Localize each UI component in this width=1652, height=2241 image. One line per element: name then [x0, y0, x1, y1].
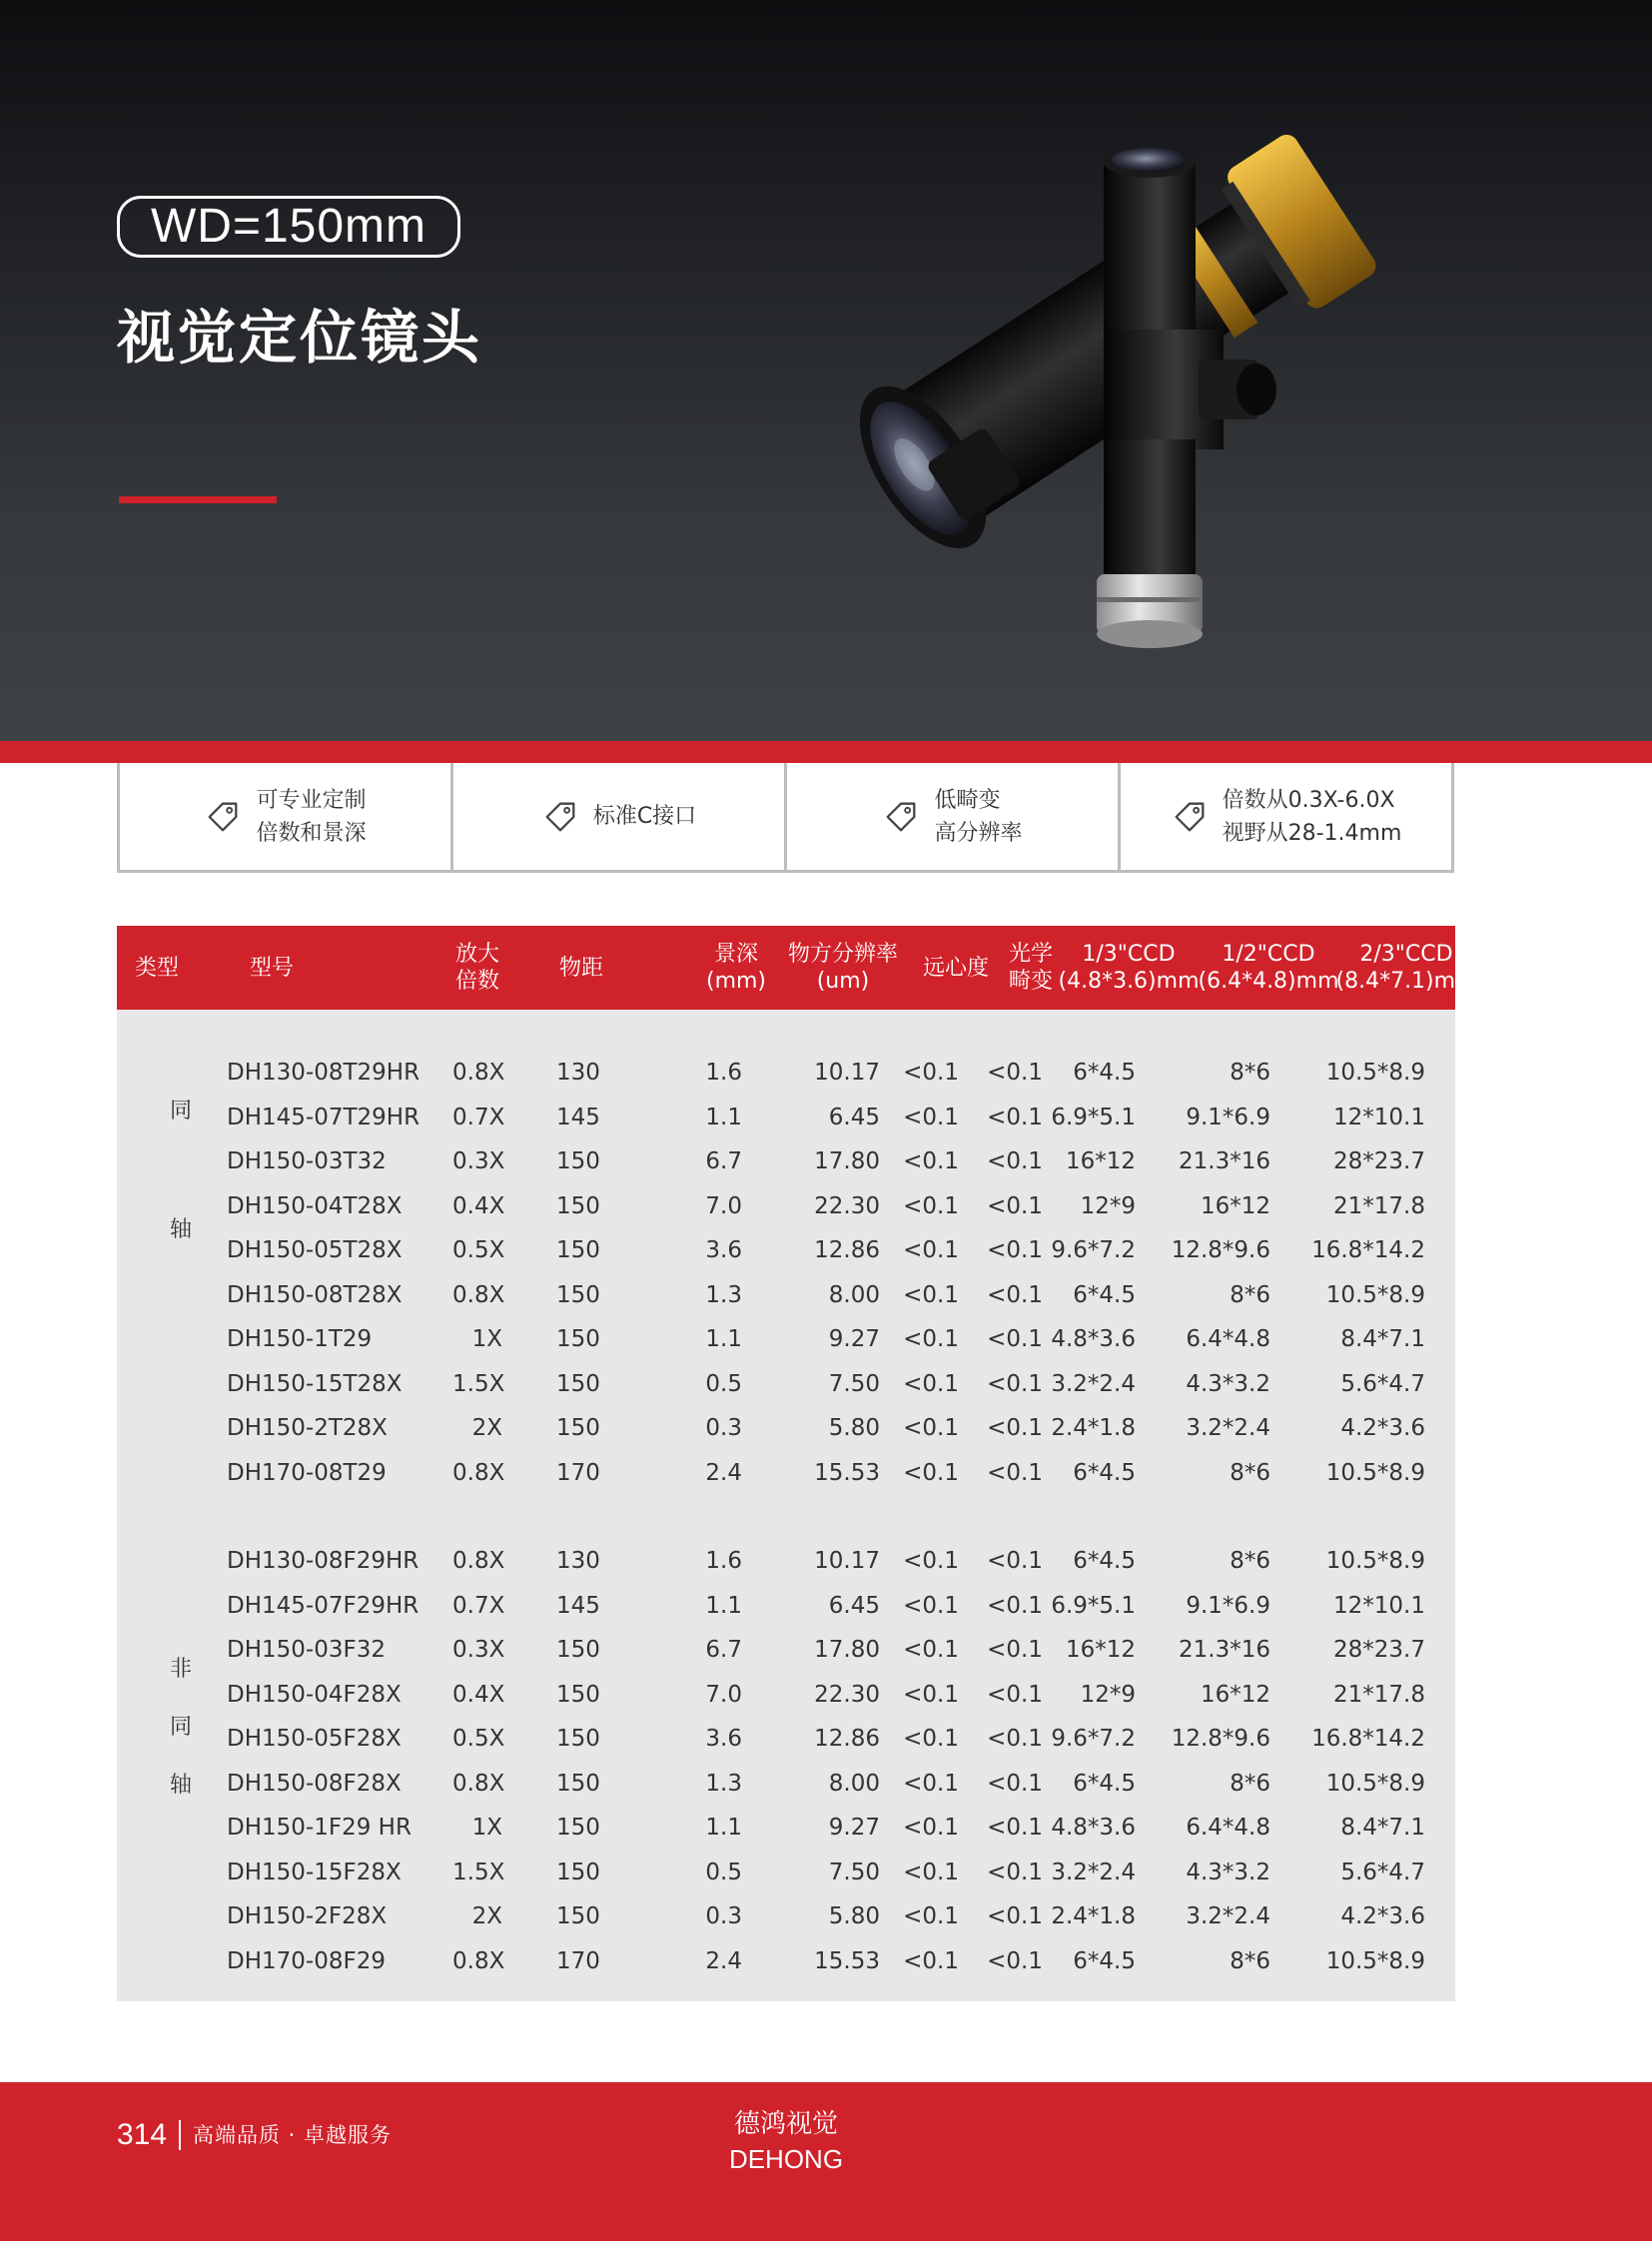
cell-ccd-1-2: 21.3*16	[1179, 1637, 1270, 1663]
cell-telecentricity: <0.1	[903, 1104, 959, 1130]
table-row	[117, 1362, 1455, 1406]
feature-line: 标准C接口	[592, 804, 697, 829]
cell-resolution: 5.80	[828, 1903, 880, 1929]
cell-ccd-2-3: 5.6*4.7	[1340, 1370, 1425, 1397]
cell-magnification: 0.8X	[452, 1281, 505, 1308]
cell-ccd-1-3: 4.8*3.6	[1051, 1326, 1136, 1352]
cell-telecentricity: <0.1	[903, 1548, 959, 1574]
column-header-line: 倍数	[454, 969, 499, 994]
cell-ccd-1-3: 16*12	[1065, 1637, 1136, 1663]
column-header-line: 类型	[134, 955, 179, 981]
cell-ccd-1-2: 8*6	[1230, 1281, 1270, 1308]
cell-resolution: 22.30	[814, 1192, 880, 1219]
cell-ccd-2-3: 16.8*14.2	[1311, 1726, 1425, 1752]
cell-object-distance: 150	[556, 1815, 600, 1841]
column-header-dis	[996, 926, 1066, 1010]
feature-line: 视野从28-1.4mm	[1222, 820, 1402, 846]
cell-object-distance: 150	[556, 1681, 600, 1708]
cell-ccd-1-2: 21.3*16	[1179, 1148, 1270, 1174]
cell-distortion: <0.1	[987, 1459, 1043, 1486]
table-row	[117, 1451, 1455, 1495]
cell-depth-of-field: 3.6	[705, 1726, 742, 1752]
column-header-dof	[696, 926, 776, 1010]
tag-icon	[204, 798, 242, 836]
group-label-char: 同	[169, 1715, 192, 1740]
page-footer	[0, 2082, 1652, 2241]
cell-depth-of-field: 0.3	[705, 1415, 742, 1441]
cell-ccd-1-2: 16*12	[1200, 1192, 1270, 1219]
cell-telecentricity: <0.1	[903, 1237, 959, 1263]
cell-object-distance: 170	[556, 1947, 600, 1974]
cell-distortion: <0.1	[987, 1859, 1043, 1885]
cell-resolution: 6.45	[828, 1592, 880, 1619]
cell-magnification: 1.5X	[452, 1370, 505, 1397]
cell-depth-of-field: 1.3	[705, 1770, 742, 1797]
cell-model: DH150-04F28X	[227, 1681, 402, 1708]
cell-ccd-2-3: 28*23.7	[1333, 1148, 1425, 1174]
cell-model: DH150-04T28X	[227, 1192, 403, 1219]
cell-resolution: 9.27	[828, 1815, 880, 1841]
column-header-line: 1/2"CCD	[1222, 942, 1315, 967]
tag-icon	[882, 798, 920, 836]
table-row	[117, 1184, 1455, 1228]
table-row	[117, 1939, 1455, 1983]
cell-object-distance: 150	[556, 1192, 600, 1219]
cell-magnification: 1X	[471, 1326, 502, 1352]
cell-object-distance: 145	[556, 1592, 600, 1619]
cell-depth-of-field: 1.6	[705, 1548, 742, 1574]
cell-depth-of-field: 1.1	[705, 1326, 742, 1352]
feature-line: 低畸变	[934, 787, 1001, 813]
table-row	[117, 1096, 1455, 1139]
cell-magnification: 1.5X	[452, 1859, 505, 1885]
cell-ccd-2-3: 21*17.8	[1333, 1192, 1425, 1219]
feature-text	[1223, 784, 1402, 850]
feature-custom	[120, 763, 453, 870]
cell-telecentricity: <0.1	[903, 1281, 959, 1308]
cell-telecentricity: <0.1	[903, 1726, 959, 1752]
cell-resolution: 17.80	[814, 1148, 880, 1174]
column-header-model	[217, 926, 327, 1010]
cell-telecentricity: <0.1	[903, 1326, 959, 1352]
cell-distortion: <0.1	[987, 1815, 1043, 1841]
column-header-line: (8.4*7.1)mm	[1335, 969, 1477, 994]
column-header-ccd1	[1059, 926, 1199, 1010]
cell-depth-of-field: 1.6	[705, 1060, 742, 1086]
cell-ccd-1-3: 3.2*2.4	[1051, 1859, 1136, 1885]
column-header-line: 畸变	[1008, 969, 1053, 994]
table-row	[117, 1051, 1455, 1095]
cell-magnification: 0.5X	[452, 1237, 505, 1263]
cell-object-distance: 150	[556, 1415, 600, 1441]
cell-model: DH130-08T29HR	[227, 1060, 420, 1086]
cell-ccd-1-2: 8*6	[1230, 1459, 1270, 1486]
table-row	[117, 1894, 1455, 1938]
cell-depth-of-field: 1.3	[705, 1281, 742, 1308]
cell-telecentricity: <0.1	[903, 1592, 959, 1619]
cell-ccd-1-2: 4.3*3.2	[1186, 1370, 1270, 1397]
cell-magnification: 0.7X	[452, 1104, 505, 1130]
cell-magnification: 0.8X	[452, 1947, 505, 1974]
cell-magnification: 0.4X	[452, 1681, 505, 1708]
footer-slogan: 高端品质 · 卓越服务	[193, 2123, 393, 2147]
cell-model: DH150-2T28X	[227, 1415, 388, 1441]
cell-magnification: 0.3X	[452, 1148, 505, 1174]
table-row	[117, 1273, 1455, 1317]
cell-resolution: 9.27	[828, 1326, 880, 1352]
column-header-ccd2	[1199, 926, 1338, 1010]
cell-ccd-1-3: 16*12	[1065, 1148, 1136, 1174]
cell-depth-of-field: 2.4	[705, 1459, 742, 1486]
title-accent-bar	[119, 496, 277, 503]
cell-model: DH170-08F29	[227, 1947, 386, 1974]
lens-product-image	[779, 110, 1478, 669]
cell-ccd-1-3: 3.2*2.4	[1051, 1370, 1136, 1397]
cell-ccd-1-3: 12*9	[1080, 1681, 1136, 1708]
cell-ccd-1-2: 6.4*4.8	[1186, 1815, 1270, 1841]
cell-resolution: 10.17	[814, 1060, 880, 1086]
cell-distortion: <0.1	[987, 1326, 1043, 1352]
brand-name-cn: 德鸿视觉	[733, 2109, 838, 2139]
cell-model: DH150-15T28X	[227, 1370, 403, 1397]
feature-line: 倍数和景深	[256, 820, 367, 846]
column-header-line: (mm)	[705, 969, 767, 994]
cell-telecentricity: <0.1	[903, 1681, 959, 1708]
cell-depth-of-field: 2.4	[705, 1947, 742, 1974]
cell-ccd-1-3: 6*4.5	[1073, 1281, 1136, 1308]
cell-ccd-1-3: 9.6*7.2	[1051, 1726, 1136, 1752]
cell-ccd-1-3: 6*4.5	[1073, 1770, 1136, 1797]
feature-line: 倍数从0.3X-6.0X	[1222, 787, 1395, 813]
cell-depth-of-field: 0.3	[705, 1903, 742, 1929]
column-header-line: (um)	[816, 969, 870, 994]
group-label-char: 同	[169, 1099, 192, 1123]
cell-resolution: 17.80	[814, 1637, 880, 1663]
cell-object-distance: 150	[556, 1237, 600, 1263]
cell-depth-of-field: 6.7	[705, 1148, 742, 1174]
cell-telecentricity: <0.1	[903, 1459, 959, 1486]
cell-object-distance: 150	[556, 1637, 600, 1663]
cell-ccd-2-3: 12*10.1	[1333, 1104, 1425, 1130]
cell-magnification: 2X	[471, 1903, 502, 1929]
cell-resolution: 7.50	[828, 1859, 880, 1885]
cell-ccd-2-3: 4.2*3.6	[1340, 1903, 1425, 1929]
table-row	[117, 1228, 1455, 1272]
cell-ccd-1-2: 9.1*6.9	[1186, 1592, 1270, 1619]
cell-object-distance: 150	[556, 1859, 600, 1885]
cell-resolution: 12.86	[814, 1726, 880, 1752]
cell-magnification: 0.8X	[452, 1770, 505, 1797]
cell-distortion: <0.1	[987, 1726, 1043, 1752]
feature-text	[256, 784, 366, 850]
cell-depth-of-field: 0.5	[705, 1370, 742, 1397]
cell-magnification: 2X	[471, 1415, 502, 1441]
cell-depth-of-field: 1.1	[705, 1104, 742, 1130]
cell-ccd-1-2: 6.4*4.8	[1186, 1326, 1270, 1352]
cell-ccd-1-2: 4.3*3.2	[1186, 1859, 1270, 1885]
cell-object-distance: 170	[556, 1459, 600, 1486]
brand-name-en: DEHONG	[728, 2144, 844, 2174]
cell-resolution: 8.00	[828, 1770, 880, 1797]
cell-distortion: <0.1	[987, 1947, 1043, 1974]
cell-ccd-1-2: 3.2*2.4	[1186, 1415, 1270, 1441]
cell-ccd-1-3: 2.4*1.8	[1051, 1903, 1136, 1929]
column-header-line: 景深	[713, 942, 758, 967]
column-header-dist	[536, 926, 626, 1010]
cell-telecentricity: <0.1	[903, 1370, 959, 1397]
column-header-mag	[432, 926, 522, 1010]
cell-model: DH150-03F32	[227, 1637, 386, 1663]
cell-distortion: <0.1	[987, 1060, 1043, 1086]
column-header-line: 型号	[249, 955, 294, 981]
cell-resolution: 15.53	[814, 1459, 880, 1486]
cell-telecentricity: <0.1	[903, 1947, 959, 1974]
cell-ccd-2-3: 8.4*7.1	[1340, 1326, 1425, 1352]
table-row	[117, 1851, 1455, 1894]
spec-table	[117, 926, 1477, 2001]
table-row	[117, 1717, 1455, 1761]
cell-ccd-1-3: 12*9	[1080, 1192, 1136, 1219]
cell-object-distance: 150	[556, 1148, 600, 1174]
cell-distortion: <0.1	[987, 1148, 1043, 1174]
column-header-line: 光学	[1008, 942, 1053, 967]
cell-distortion: <0.1	[987, 1592, 1043, 1619]
cell-magnification: 0.8X	[452, 1548, 505, 1574]
cell-distortion: <0.1	[987, 1104, 1043, 1130]
cell-ccd-2-3: 10.5*8.9	[1325, 1947, 1425, 1974]
hero-red-band	[0, 741, 1652, 763]
cell-telecentricity: <0.1	[903, 1060, 959, 1086]
cell-ccd-2-3: 16.8*14.2	[1311, 1237, 1425, 1263]
cell-resolution: 8.00	[828, 1281, 880, 1308]
table-header	[117, 926, 1477, 1010]
cell-depth-of-field: 3.6	[705, 1237, 742, 1263]
cell-depth-of-field: 0.5	[705, 1859, 742, 1885]
cell-model: DH145-07T29HR	[227, 1104, 420, 1130]
cell-resolution: 15.53	[814, 1947, 880, 1974]
cell-resolution: 22.30	[814, 1681, 880, 1708]
cell-model: DH150-2F28X	[227, 1903, 388, 1929]
feature-text	[934, 784, 1022, 850]
cell-ccd-1-2: 3.2*2.4	[1186, 1903, 1270, 1929]
cell-distortion: <0.1	[987, 1548, 1043, 1574]
column-header-line: 2/3"CCD	[1359, 942, 1453, 967]
cell-model: DH150-05F28X	[227, 1726, 402, 1752]
cell-model: DH150-1F29 HR	[227, 1815, 412, 1841]
cell-model: DH170-08T29	[227, 1459, 387, 1486]
cell-object-distance: 145	[556, 1104, 600, 1130]
feature-magnification-range	[1121, 763, 1451, 870]
cell-distortion: <0.1	[987, 1370, 1043, 1397]
column-header-line: 1/3"CCD	[1082, 942, 1176, 967]
cell-model: DH150-03T32	[227, 1148, 387, 1174]
working-distance-badge: WD=150mm	[117, 196, 460, 258]
cell-ccd-2-3: 10.5*8.9	[1325, 1770, 1425, 1797]
cell-distortion: <0.1	[987, 1770, 1043, 1797]
cell-magnification: 0.3X	[452, 1637, 505, 1663]
table-row	[117, 1628, 1455, 1672]
cell-distortion: <0.1	[987, 1281, 1043, 1308]
cell-resolution: 10.17	[814, 1548, 880, 1574]
cell-magnification: 0.8X	[452, 1459, 505, 1486]
cell-magnification: 0.4X	[452, 1192, 505, 1219]
cell-distortion: <0.1	[987, 1681, 1043, 1708]
cell-ccd-2-3: 8.4*7.1	[1340, 1815, 1425, 1841]
cell-ccd-2-3: 10.5*8.9	[1325, 1281, 1425, 1308]
cell-resolution: 5.80	[828, 1415, 880, 1441]
cell-ccd-1-3: 9.6*7.2	[1051, 1237, 1136, 1263]
cell-telecentricity: <0.1	[903, 1148, 959, 1174]
cell-distortion: <0.1	[987, 1237, 1043, 1263]
page-title: 视觉定位镜头	[117, 304, 483, 372]
cell-ccd-1-2: 9.1*6.9	[1186, 1104, 1270, 1130]
cell-ccd-1-3: 2.4*1.8	[1051, 1415, 1136, 1441]
cell-object-distance: 150	[556, 1903, 600, 1929]
feature-line: 高分辨率	[934, 820, 1023, 846]
cell-telecentricity: <0.1	[903, 1903, 959, 1929]
cell-distortion: <0.1	[987, 1415, 1043, 1441]
cell-ccd-2-3: 10.5*8.9	[1325, 1459, 1425, 1486]
cell-resolution: 12.86	[814, 1237, 880, 1263]
group-label-char: 轴	[169, 1217, 192, 1242]
column-header-res	[778, 926, 908, 1010]
hero-banner	[0, 0, 1652, 741]
cell-ccd-1-3: 6*4.5	[1073, 1947, 1136, 1974]
table-row	[117, 1317, 1455, 1361]
cell-object-distance: 150	[556, 1326, 600, 1352]
column-header-type	[117, 926, 197, 1010]
cell-ccd-1-2: 16*12	[1200, 1681, 1270, 1708]
cell-ccd-2-3: 21*17.8	[1333, 1681, 1425, 1708]
cell-distortion: <0.1	[987, 1192, 1043, 1219]
cell-object-distance: 150	[556, 1281, 600, 1308]
cell-ccd-1-3: 6*4.5	[1073, 1060, 1136, 1086]
cell-object-distance: 150	[556, 1370, 600, 1397]
cell-ccd-1-2: 12.8*9.6	[1171, 1726, 1270, 1752]
cell-distortion: <0.1	[987, 1903, 1043, 1929]
cell-model: DH150-1T29	[227, 1326, 373, 1352]
cell-magnification: 0.7X	[452, 1592, 505, 1619]
feature-strip	[117, 763, 1454, 873]
column-header-line: 远心度	[922, 955, 989, 981]
feature-low-distortion	[787, 763, 1121, 870]
table-row	[117, 1673, 1455, 1717]
column-header-line: 物距	[558, 955, 603, 981]
cell-ccd-2-3: 10.5*8.9	[1325, 1060, 1425, 1086]
cell-ccd-1-3: 6*4.5	[1073, 1548, 1136, 1574]
cell-model: DH130-08F29HR	[227, 1548, 419, 1574]
cell-ccd-2-3: 12*10.1	[1333, 1592, 1425, 1619]
group-label-char: 轴	[169, 1773, 192, 1798]
cell-ccd-2-3: 4.2*3.6	[1340, 1415, 1425, 1441]
cell-object-distance: 130	[556, 1060, 600, 1086]
cell-telecentricity: <0.1	[903, 1637, 959, 1663]
cell-ccd-1-2: 8*6	[1230, 1548, 1270, 1574]
cell-distortion: <0.1	[987, 1637, 1043, 1663]
cell-object-distance: 150	[556, 1726, 600, 1752]
cell-model: DH150-15F28X	[227, 1859, 402, 1885]
cell-model: DH145-07F29HR	[227, 1592, 419, 1619]
cell-depth-of-field: 1.1	[705, 1592, 742, 1619]
cell-ccd-1-2: 8*6	[1230, 1770, 1270, 1797]
cell-ccd-2-3: 28*23.7	[1333, 1637, 1425, 1663]
cell-ccd-1-3: 6.9*5.1	[1051, 1592, 1136, 1619]
cell-telecentricity: <0.1	[903, 1815, 959, 1841]
column-header-ccd3	[1335, 926, 1477, 1010]
cell-resolution: 7.50	[828, 1370, 880, 1397]
cell-magnification: 1X	[471, 1815, 502, 1841]
cell-ccd-1-3: 6*4.5	[1073, 1459, 1136, 1486]
cell-depth-of-field: 7.0	[705, 1681, 742, 1708]
cell-ccd-1-2: 8*6	[1230, 1060, 1270, 1086]
cell-ccd-2-3: 5.6*4.7	[1340, 1859, 1425, 1885]
cell-magnification: 0.5X	[452, 1726, 505, 1752]
table-row	[117, 1139, 1455, 1183]
page-number: 314	[117, 2118, 168, 2151]
cell-ccd-1-3: 4.8*3.6	[1051, 1815, 1136, 1841]
cell-magnification: 0.8X	[452, 1060, 505, 1086]
cell-model: DH150-08T28X	[227, 1281, 403, 1308]
cell-resolution: 6.45	[828, 1104, 880, 1130]
table-row	[117, 1806, 1455, 1850]
table-row	[117, 1762, 1455, 1806]
column-header-tel	[911, 926, 1001, 1010]
cell-ccd-2-3: 10.5*8.9	[1325, 1548, 1425, 1574]
feature-text	[593, 800, 696, 833]
tag-icon	[1171, 798, 1209, 836]
group-label-char: 非	[169, 1657, 192, 1682]
cell-telecentricity: <0.1	[903, 1859, 959, 1885]
cell-ccd-1-3: 6.9*5.1	[1051, 1104, 1136, 1130]
feature-c-mount	[453, 763, 787, 870]
feature-line: 可专业定制	[256, 787, 367, 813]
table-row	[117, 1406, 1455, 1450]
cell-depth-of-field: 6.7	[705, 1637, 742, 1663]
cell-model: DH150-05T28X	[227, 1237, 403, 1263]
table-row	[117, 1584, 1455, 1628]
column-header-line: (4.8*3.6)mm	[1058, 969, 1200, 994]
cell-object-distance: 150	[556, 1770, 600, 1797]
cell-ccd-1-2: 12.8*9.6	[1171, 1237, 1270, 1263]
cell-ccd-1-2: 8*6	[1230, 1947, 1270, 1974]
column-header-line: (6.4*4.8)mm	[1198, 969, 1339, 994]
column-header-line: 放大	[454, 942, 499, 967]
cell-model: DH150-08F28X	[227, 1770, 402, 1797]
cell-depth-of-field: 7.0	[705, 1192, 742, 1219]
cell-telecentricity: <0.1	[903, 1415, 959, 1441]
cell-telecentricity: <0.1	[903, 1770, 959, 1797]
column-header-line: 物方分辨率	[787, 942, 898, 967]
tag-icon	[541, 798, 579, 836]
cell-depth-of-field: 1.1	[705, 1815, 742, 1841]
cell-telecentricity: <0.1	[903, 1192, 959, 1219]
table-row	[117, 1539, 1455, 1583]
cell-object-distance: 130	[556, 1548, 600, 1574]
